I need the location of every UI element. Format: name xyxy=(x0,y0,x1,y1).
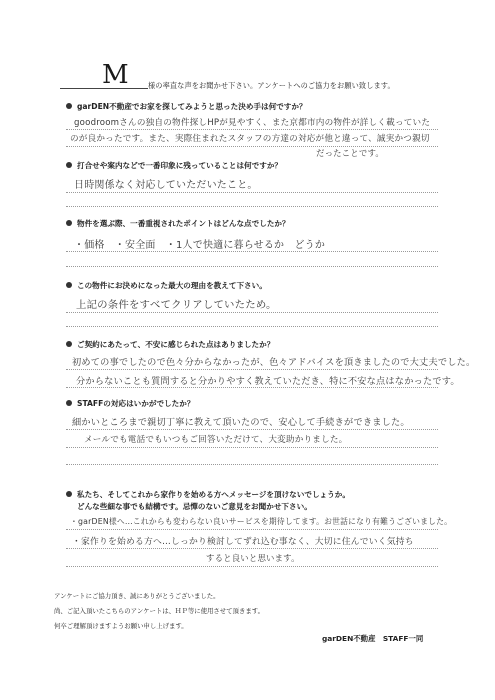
footer-line-3: 何卒ご理解頂けますようお願い申し上げます。 xyxy=(54,622,188,630)
answer-rule xyxy=(66,566,438,567)
question-7 xyxy=(66,489,350,500)
answer-rule xyxy=(66,312,438,313)
bullet-icon xyxy=(66,491,72,497)
answer-rule xyxy=(66,429,438,430)
answer-5-line-2: 分からないことも質問すると分かりやすく教えていただき、特に不安な点はなかったです。 xyxy=(76,376,460,387)
bullet-icon xyxy=(66,220,72,226)
answer-rule xyxy=(66,146,438,147)
question-3 xyxy=(66,218,290,229)
answer-1-line-1: goodroomさんの独自の物件探しHPが見やすく、また京都市内の物件が詳しく載っていた xyxy=(74,118,431,128)
answer-2-line-1: 日時関係なく対応していただいたこと。 xyxy=(74,180,258,191)
question-2-label: 打合せや案内などで一番印象に残っていることは何ですか？ xyxy=(77,161,283,170)
question-1-label: garDEN不動産でお家を探してみようと思った決め手は何ですか？ xyxy=(77,102,307,111)
answer-rule xyxy=(66,464,438,465)
company-signature: garDEN不動産 STAFF一同 xyxy=(322,634,424,643)
question-4-label: この物件にお決めになった最大の理由を教えて下さい。 xyxy=(77,281,267,290)
answer-rule xyxy=(66,326,438,327)
footer-line-1: アンケートにご協力頂き、誠にありがとうございました。 xyxy=(54,592,220,600)
answer-1-line-3: だったことです。 xyxy=(316,148,384,158)
answer-rule xyxy=(66,129,438,130)
question-7-label: 私たち、そしてこれから家作りを始める方へメッセージを頂けないでしょうか。 xyxy=(77,490,350,499)
question-6-label: STAFFの対応はいかがでしたか？ xyxy=(77,399,195,408)
question-2 xyxy=(66,160,282,171)
bullet-icon xyxy=(66,341,72,347)
answer-rule xyxy=(66,251,438,252)
answer-6-line-2: メールでも電話でもいつもご回答いただけて、大変助かりました。 xyxy=(84,435,348,445)
answer-rule xyxy=(66,206,438,207)
answer-5-line-1: 初めての事でしたので色々分からなかったが、色々アドバイスを頂きましたので大丈夫でした。 xyxy=(72,357,476,368)
intro-text: 様の率直な声をお聞かせ下さい。アンケートへのご協力をお願い致します。 xyxy=(148,81,395,90)
answer-1-line-2: のが良かったです。また、実際住まれたスタッフの方達の対応が他と違って、誠実かつ親切 xyxy=(70,134,430,144)
answer-6-line-1: 細かいところまで親切丁寧に教えて頂いたので、安心して手続きができました。 xyxy=(72,417,410,428)
bullet-icon xyxy=(66,162,72,168)
answer-3-line-1: ・価格 ・安全面 ・1人で快適に暮らせるか どうか xyxy=(74,240,326,251)
question-4 xyxy=(66,280,267,291)
question-7-subtitle: どんな些細な事でも結構です。忌憚のないご意見をお聞かせ下さい。 xyxy=(77,502,312,511)
question-5 xyxy=(66,339,274,350)
answer-rule xyxy=(66,529,438,530)
customer-name-handwritten: M xyxy=(102,60,129,90)
footer-line-2: 尚、ご記入頂いたこちらのアンケートは、ＨＰ等に使用させて頂きます。 xyxy=(54,607,264,615)
answer-rule xyxy=(66,192,438,193)
answer-rule xyxy=(66,266,438,267)
answer-rule xyxy=(66,387,438,388)
answer-rule xyxy=(66,447,438,448)
answer-4-line-1: 上記の条件をすべてクリアしていたため。 xyxy=(76,299,277,311)
question-6 xyxy=(66,398,194,409)
answer-rule xyxy=(66,369,438,370)
bullet-icon xyxy=(66,103,72,109)
answer-rule xyxy=(66,548,438,549)
answer-7-line-1: ・garDEN様へ…これからも変わらない良いサービスを期待してます。お世話になり有難うございました。 xyxy=(70,517,453,526)
question-5-label: ご契約にあたって、不安に感じられた点はありましたか？ xyxy=(77,340,275,349)
question-3-label: 物件を選ぶ際、一番重視されたポイントはどんな点でしたか？ xyxy=(77,219,290,228)
bullet-icon xyxy=(66,282,72,288)
answer-7-line-2: ・家作りを始める方へ…しっかり検討してずれ込む事なく、大切に住んでいく気持ち xyxy=(72,537,414,547)
question-1 xyxy=(66,101,307,112)
name-underline xyxy=(60,88,148,89)
bullet-icon xyxy=(66,400,72,406)
answer-7-line-3: すると良いと思います。 xyxy=(206,553,300,563)
